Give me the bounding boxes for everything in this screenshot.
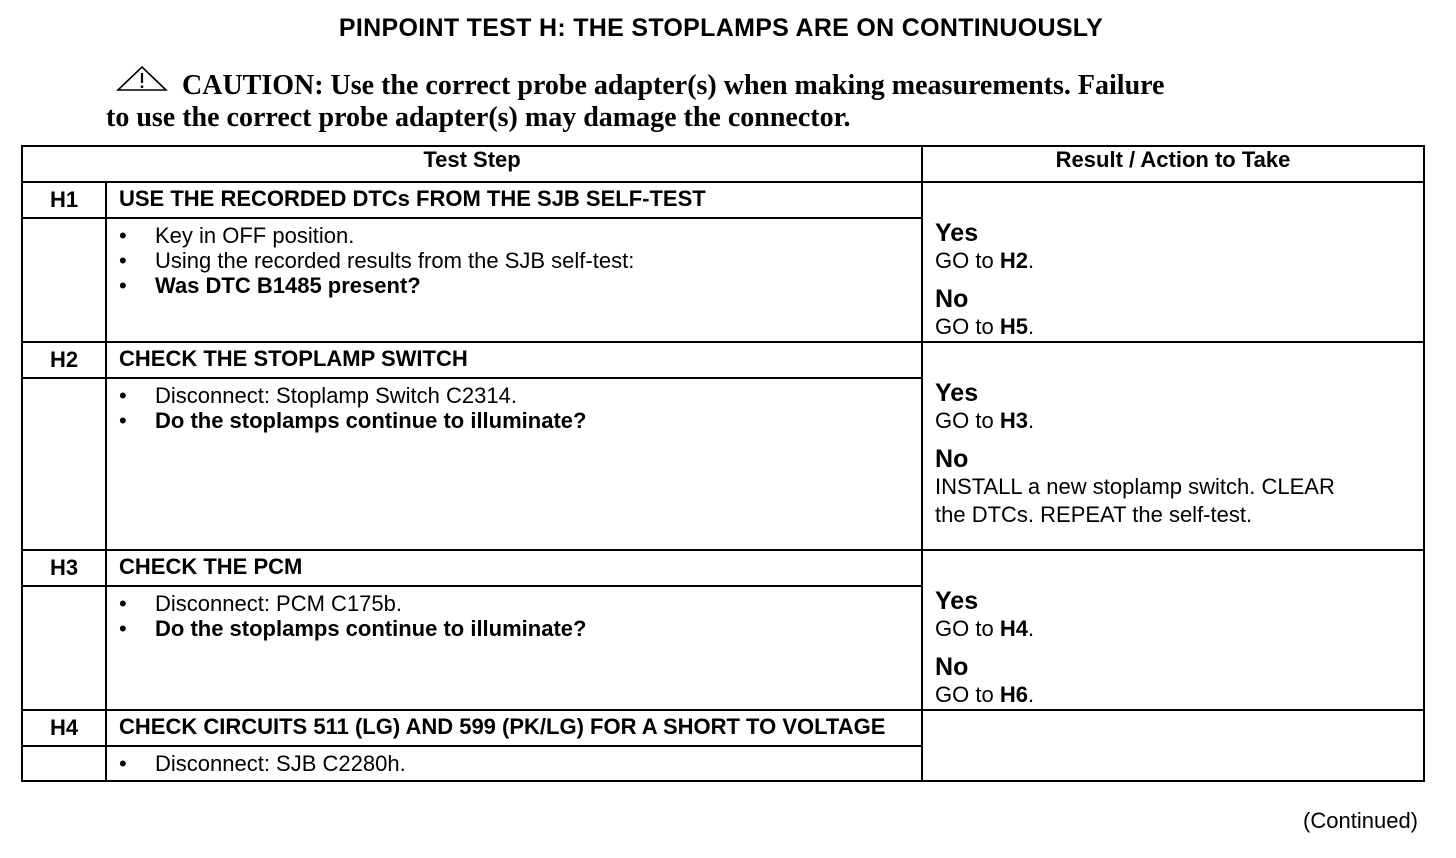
list-item: • Do the stoplamps continue to illuminate? [119, 616, 587, 642]
list-item: • Disconnect: PCM C175b. [119, 591, 402, 617]
yes-label: Yes [935, 219, 979, 247]
step-result [922, 550, 1424, 710]
no-label: No [935, 285, 969, 313]
step-heading: CHECK THE STOPLAMP SWITCH [106, 342, 922, 378]
step-detail [106, 586, 922, 710]
step-detail [106, 218, 922, 342]
yes-action: GO to H3. [935, 408, 1035, 433]
pinpoint-test-table [21, 145, 1425, 782]
list-item: • Disconnect: SJB C2280h. [119, 751, 406, 776]
no-action-line-2: the DTCs. REPEAT the self-test. [935, 502, 1253, 527]
no-action-line-1: INSTALL a new stoplamp switch. CLEAR [935, 474, 1335, 499]
step-id: H1 [22, 182, 106, 218]
yes-label: Yes [935, 379, 979, 407]
step-detail [106, 746, 922, 781]
step-id-blank [22, 746, 106, 781]
list-item: • Using the recorded results from the SJB self-test: [119, 248, 635, 274]
no-action: GO to H5. [935, 314, 1035, 339]
step-h4-heading-row [22, 710, 1424, 746]
step-h3-heading-row [22, 550, 1424, 586]
step-id-blank [22, 586, 106, 710]
step-id: H3 [22, 550, 106, 586]
step-h2-heading-row [22, 342, 1424, 378]
header-test-step: Test Step [22, 146, 922, 182]
list-item: • Was DTC B1485 present? [119, 273, 421, 299]
list-item: • Do the stoplamps continue to illuminate? [119, 408, 587, 433]
step-result [922, 182, 1424, 342]
step-heading: CHECK CIRCUITS 511 (LG) AND 599 (PK/LG) FOR A SHORT TO VOLTAGE [106, 710, 922, 746]
step-detail [106, 378, 922, 550]
list-item: • Key in OFF position. [119, 223, 355, 249]
warning-triangle-icon [116, 66, 168, 92]
caution-line-2: to use the correct probe adapter(s) may damage the connector. [106, 102, 851, 133]
header-result-action: Result / Action to Take [922, 146, 1424, 182]
list-item: • Disconnect: Stoplamp Switch C2314. [119, 383, 517, 408]
page-title: PINPOINT TEST H: THE STOPLAMPS ARE ON CONTINUOUSLY [338, 14, 1104, 42]
no-action: GO to H6. [935, 682, 1035, 707]
table-header-row [22, 146, 1424, 182]
caution-note [106, 66, 1326, 134]
step-id-blank [22, 378, 106, 550]
step-id-blank [22, 218, 106, 342]
continued-label: (Continued) [1303, 808, 1418, 833]
step-heading: USE THE RECORDED DTCs FROM THE SJB SELF-TEST [106, 182, 922, 218]
step-h1-heading-row [22, 182, 1424, 218]
step-heading: CHECK THE PCM [106, 550, 922, 586]
yes-label: Yes [935, 587, 979, 615]
step-id: H4 [22, 710, 106, 746]
no-label: No [935, 445, 969, 473]
step-id: H2 [22, 342, 106, 378]
caution-line-1 [106, 66, 1326, 102]
step-result [922, 342, 1424, 550]
step-result [922, 710, 1424, 781]
no-label: No [935, 653, 969, 681]
yes-action: GO to H2. [935, 248, 1035, 273]
caution-text-1: CAUTION: Use the correct probe adapter(s) when making measurements. Failure [182, 70, 1165, 101]
yes-action: GO to H4. [935, 616, 1035, 641]
